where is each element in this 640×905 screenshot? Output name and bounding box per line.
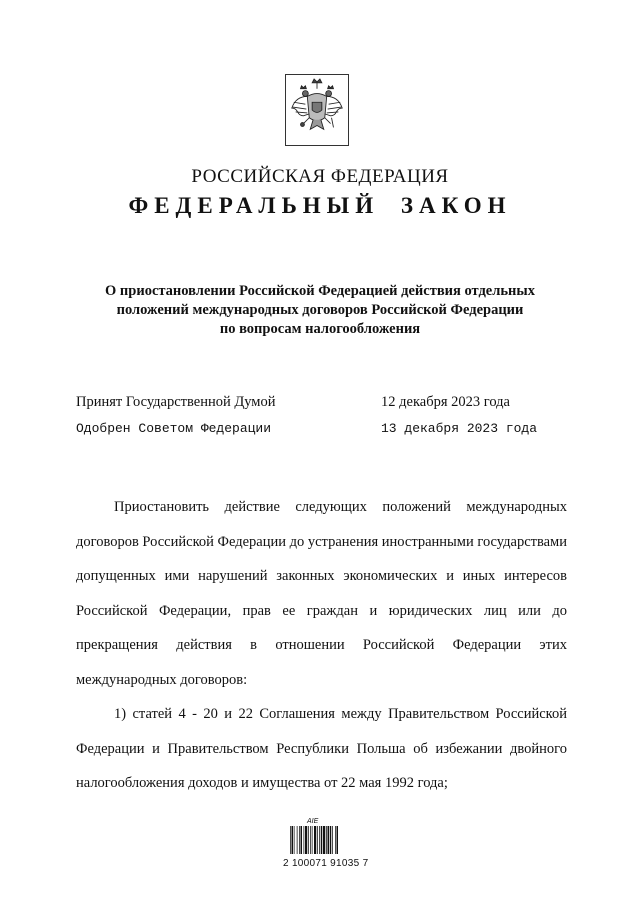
- barcode-bars-icon: [290, 826, 358, 854]
- document-type: ФЕДЕРАЛЬНЫЙ ЗАКОН: [128, 193, 512, 218]
- barcode-mark: AIE: [307, 818, 319, 825]
- law-title-line-3: по вопросам налогообложения: [219, 321, 421, 337]
- duma-label: Принят Государственной Думой: [76, 394, 276, 410]
- law-body: [76, 490, 567, 801]
- council-label: Одобрен Советом Федерации: [76, 421, 272, 436]
- coat-of-arms-icon: [285, 74, 349, 146]
- law-title-line-1: О приостановлении Российской Федерацией действия отдельных: [105, 283, 535, 299]
- country-name: РОССИЙСКАЯ ФЕДЕРАЦИЯ: [191, 166, 449, 187]
- barcode-number: 2 100071 91035 7: [283, 858, 369, 869]
- council-date: 13 декабря 2023 года: [381, 421, 538, 436]
- barcode: [283, 818, 369, 878]
- law-title: [60, 282, 580, 339]
- duma-date: 12 декабря 2023 года: [381, 394, 510, 410]
- item-1-paragraph: 1) статей 4 - 20 и 22 Соглашения между Правительством Российской Федерации и Правительством Республики Польша об избежании двойного налогообложения доходов и имущества от 22 мая 1992 года;: [76, 706, 567, 791]
- law-title-line-2: положений международных договоров Российской Федерации: [116, 302, 524, 318]
- intro-paragraph: Приостановить действие следующих положений международных договоров Российской Федерации до устранения иностранными государствами допущенных ими нарушений законных экономических и иных интересов Российской Федерации, прав ее граждан и юридических лиц или до прекращения действия в отношении Российской Федерации этих международных договоров:: [76, 499, 567, 688]
